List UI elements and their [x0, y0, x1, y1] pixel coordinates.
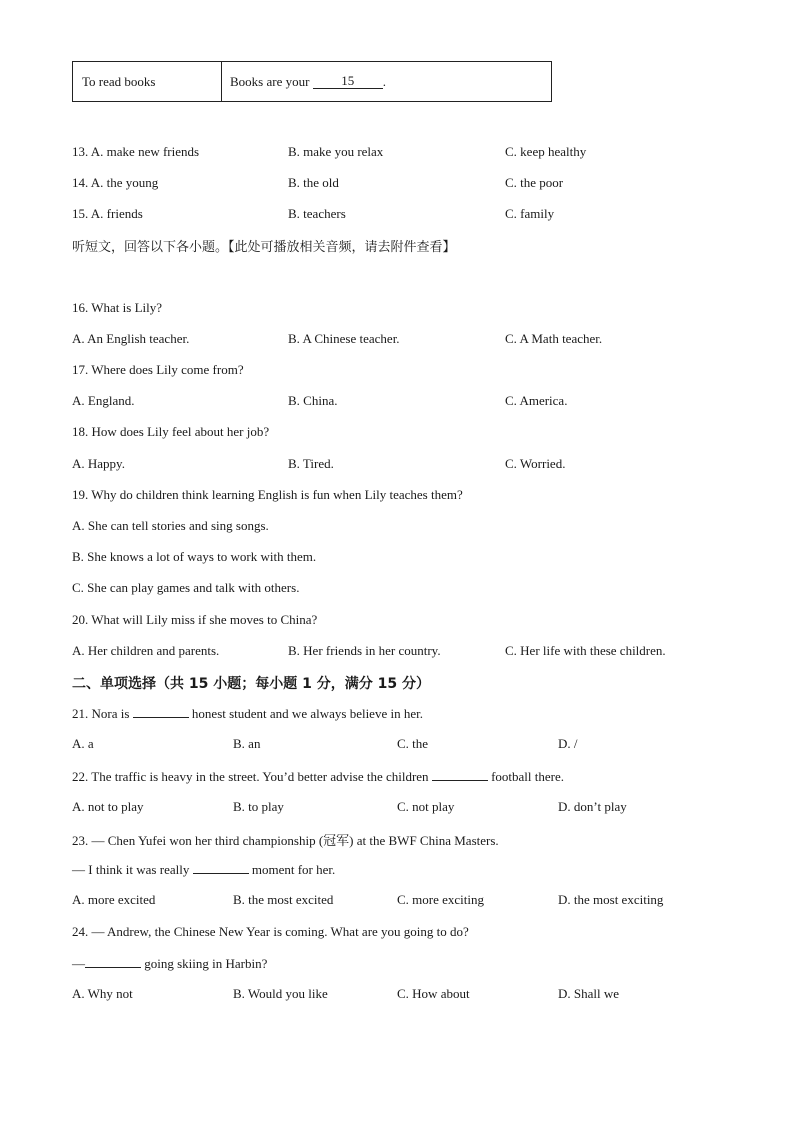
q13-option-a: 13. A. make new friends: [72, 144, 200, 159]
q23-option-b: B. the most excited: [233, 892, 334, 907]
table-cell-left: To read books: [73, 62, 222, 101]
q19-option-a: A. She can tell stories and sing songs.: [72, 518, 269, 533]
q15-option-a: 15. A. friends: [72, 206, 143, 221]
q21-option-b: B. an: [233, 736, 261, 751]
q22-option-a: A. not to play: [72, 799, 144, 814]
q23-option-d: D. the most exciting: [558, 892, 664, 907]
q14-option-c: C. the poor: [505, 175, 564, 190]
q23-option-c: C. more exciting: [397, 892, 485, 907]
q24-option-d: D. Shall we: [558, 986, 620, 1001]
q16-stem: 16. What is Lily?: [72, 300, 163, 315]
q15-option-c: C. family: [505, 206, 555, 221]
table-right-text: Books are your: [230, 73, 313, 89]
q23-line-1: 23. — Chen Yufei won her third championship (冠军) at the BWF China Masters.: [72, 833, 499, 848]
q19-option-b: B. She knows a lot of ways to work with them.: [72, 549, 317, 564]
q22-option-d: D. don’t play: [558, 799, 627, 814]
q23-line-2-start: — I think it was really: [72, 862, 193, 877]
q22-stem-end: football there.: [487, 769, 564, 784]
q17-option-c: C. America.: [505, 393, 568, 408]
q17-option-b: B. China.: [288, 393, 338, 408]
table-cell-right: [222, 62, 551, 101]
q18-option-c: C. Worried.: [505, 456, 566, 471]
q23-line-2: [72, 861, 335, 878]
q20-stem: 20. What will Lily miss if she moves to China?: [72, 612, 318, 627]
q16-option-a: A. An English teacher.: [72, 331, 190, 346]
q23-blank: [193, 861, 249, 874]
q22-stem-start: 22. The traffic is heavy in the street. You’d better advise the children: [72, 769, 432, 784]
q24-option-b: B. Would you like: [233, 986, 328, 1001]
q15-option-b: B. teachers: [288, 206, 346, 221]
q24-line-2: [72, 955, 267, 972]
q24-blank: [85, 955, 141, 968]
q19-stem: 19. Why do children think learning English is fun when Lily teaches them?: [72, 487, 463, 502]
q22-option-b: B. to play: [233, 799, 284, 814]
q14-option-a: 14. A. the young: [72, 175, 159, 190]
q21-stem-start: 21. Nora is: [72, 706, 133, 721]
q24-line-2-start: —: [72, 956, 85, 971]
q16-option-c: C. A Math teacher.: [505, 331, 603, 346]
q21-option-c: C. the: [397, 736, 429, 751]
q21-stem-end: honest student and we always believe in her.: [188, 706, 423, 721]
q22-blank: [432, 768, 488, 781]
q17-option-a: A. England.: [72, 393, 135, 408]
q13-option-b: B. make you relax: [288, 144, 384, 159]
q19-option-c: C. She can play games and talk with others.: [72, 580, 300, 595]
listening-instruction: 听短文，回答以下各小题。【此处可播放相关音频，请去附件查看】: [72, 240, 456, 255]
q18-stem: 18. How does Lily feel about her job?: [72, 424, 270, 439]
answer-table: [72, 61, 552, 102]
q14-option-b: B. the old: [288, 175, 339, 190]
table-right-end: .: [382, 73, 386, 89]
q24-line-1: 24. — Andrew, the Chinese New Year is coming. What are you going to do?: [72, 924, 469, 939]
q24-option-c: C. How about: [397, 986, 470, 1001]
q22-option-c: C. not play: [397, 799, 455, 814]
blank-15: 15: [313, 74, 383, 89]
q21-blank: [133, 705, 189, 718]
q13-option-c: C. keep healthy: [505, 144, 587, 159]
q21-stem: [72, 705, 423, 722]
q21-option-a: A. a: [72, 736, 94, 751]
q23-line-2-end: moment for her.: [248, 862, 336, 877]
q24-option-a: A. Why not: [72, 986, 133, 1001]
section-2-title: 二、单项选择（共 15 小题；每小题 1 分，满分 15 分）: [72, 676, 430, 692]
q24-line-2-end: going skiing in Harbin?: [141, 956, 268, 971]
q23-option-a: A. more excited: [72, 892, 156, 907]
q16-option-b: B. A Chinese teacher.: [288, 331, 400, 346]
q20-option-c: C. Her life with these children.: [505, 643, 666, 658]
q21-option-d: D. /: [558, 736, 578, 751]
q20-option-a: A. Her children and parents.: [72, 643, 220, 658]
q17-stem: 17. Where does Lily come from?: [72, 362, 244, 377]
q18-option-a: A. Happy.: [72, 456, 125, 471]
q22-stem: [72, 768, 564, 785]
q20-option-b: B. Her friends in her country.: [288, 643, 441, 658]
q18-option-b: B. Tired.: [288, 456, 334, 471]
